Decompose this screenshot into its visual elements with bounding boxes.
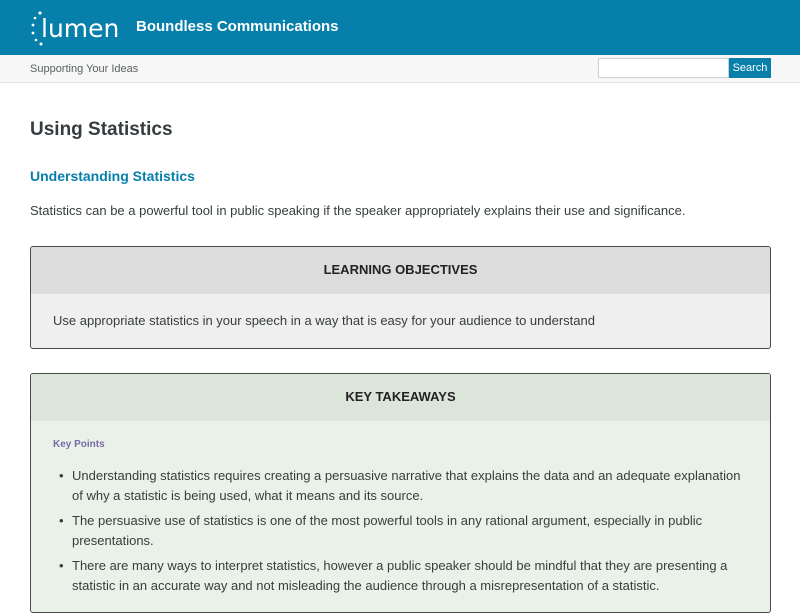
lumen-logo[interactable] (29, 10, 120, 46)
list-item (53, 556, 753, 596)
key-point-text: Understanding statistics requires creating a persuasive narrative that explains the data and an adequate explanation of why a statistic is being used, what it means and its source. (72, 468, 741, 503)
sub-header (0, 55, 800, 83)
top-header (0, 0, 800, 55)
logo-text: lumen (41, 14, 120, 43)
key-points-list (53, 466, 753, 601)
search-button[interactable]: Search (729, 58, 771, 78)
learning-objectives-text: Use appropriate statistics in your speech in a way that is easy for your audience to understand (53, 313, 595, 328)
list-item (53, 466, 753, 506)
bullet-icon: • (59, 558, 64, 573)
key-takeaways-title: KEY TAKEAWAYS (31, 374, 770, 421)
learning-objectives-box (30, 246, 771, 349)
key-takeaways-box (30, 373, 771, 613)
page-title: Using Statistics (30, 119, 173, 140)
tagline: Supporting Your Ideas (30, 63, 139, 75)
section-heading: Understanding Statistics (30, 168, 195, 184)
key-point-text: There are many ways to interpret statistics, however a public speaker should be mindful that they are presenting a statistic in an accurate way and not misleading the audience through a misrepresentation of a statistic. (72, 558, 728, 593)
bullet-icon: • (59, 468, 64, 483)
search-input[interactable] (598, 58, 729, 78)
key-points-label: Key Points (53, 439, 105, 450)
bullet-icon: • (59, 513, 64, 528)
key-point-text: The persuasive use of statistics is one of the most powerful tools in any rational argument, especially in public presentations. (72, 513, 703, 548)
learning-objectives-title: LEARNING OBJECTIVES (31, 247, 770, 294)
intro-paragraph: Statistics can be a powerful tool in public speaking if the speaker appropriately explains their use and significance. (30, 203, 686, 218)
list-item (53, 511, 753, 551)
site-title[interactable]: Boundless Communications (136, 18, 339, 35)
